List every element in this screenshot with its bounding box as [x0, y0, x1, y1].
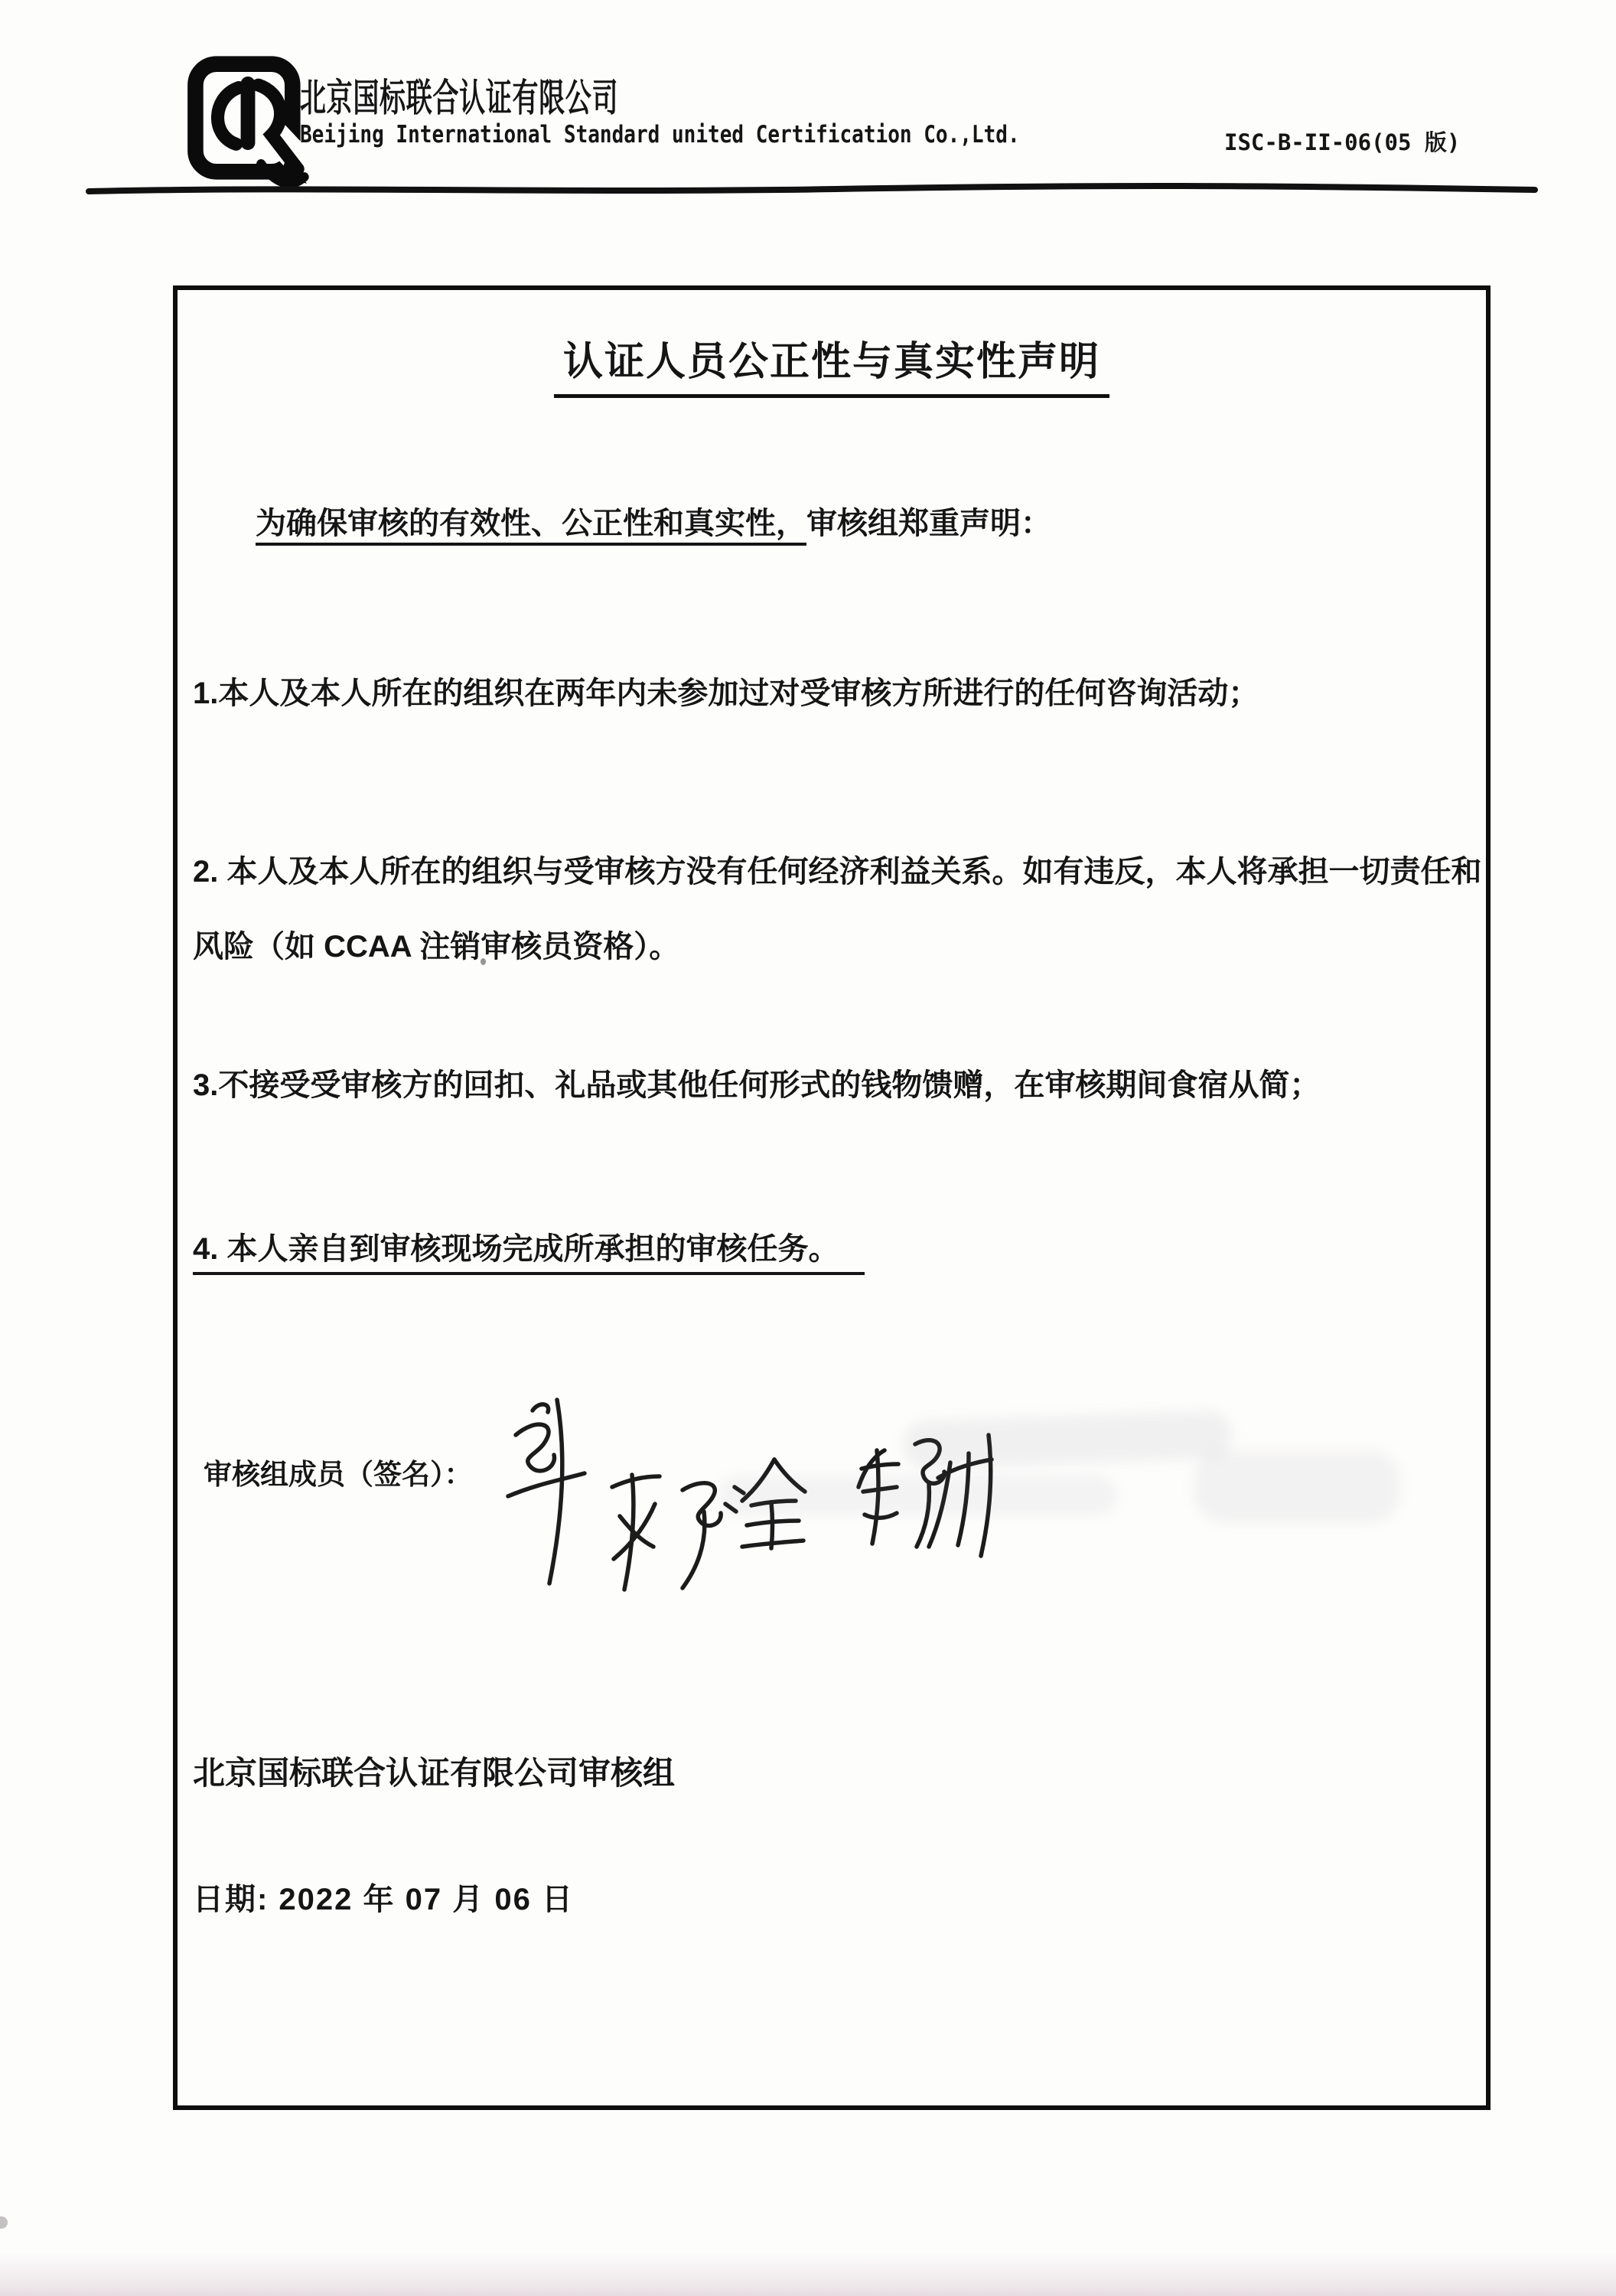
item-2-line-2: 风险（如 CCAA 注销审核员资格）。: [193, 930, 680, 964]
certification-logo-icon: [182, 54, 314, 201]
form-number: ISC-B-II-06(05 版): [1224, 129, 1461, 155]
item-4-underlined-text: 4. 本人亲自到审核现场完成所承担的审核任务。: [193, 1232, 865, 1275]
scan-speck: [481, 958, 486, 965]
signature-label: 审核组成员（签名）：: [204, 1459, 473, 1490]
declaration-item-3: 3.不接受受审核方的回扣、礼品或其他任何形式的钱物馈赠，在审核期间食宿从简；: [193, 1068, 1321, 1102]
declaration-item-1: 1.本人及本人所在的组织在两年内未参加过对受审核方所进行的任何咨询活动；: [193, 677, 1259, 710]
date-line: 日期: 2022 年 07 月 06 日: [193, 1883, 574, 1916]
declaration-border-frame: [173, 285, 1491, 2110]
scan-bleedthrough-smudge: [1194, 1450, 1400, 1523]
declaration-item-4: [193, 1225, 865, 1268]
declaration-title-row: [173, 329, 1491, 398]
intro-rest-text: 审核组郑重声明：: [806, 507, 1051, 540]
scan-bottom-noise: [0, 2253, 1616, 2296]
intro-underlined-text: 为确保审核的有效性、公正性和真实性，: [256, 507, 806, 546]
declaration-intro: [256, 499, 1051, 543]
scan-edge-mark: [0, 2216, 8, 2229]
company-name-en: Beijing International Standard united Certification Co.,Ltd.: [300, 121, 1020, 148]
item-2-line-1: 2. 本人及本人所在的组织与受审核方没有任何经济利益关系。如有违反，本人将承担一切责任和: [193, 855, 1482, 889]
declaration-title: 认证人员公正性与真实性声明: [554, 329, 1109, 398]
declaration-item-2: [193, 834, 1481, 984]
company-name-cn: 北京国标联合认证有限公司: [300, 77, 619, 119]
scan-bleedthrough-smudge: [719, 1476, 1117, 1515]
audit-team-line: 北京国标联合认证有限公司审核组: [193, 1755, 676, 1791]
header-divider: [86, 182, 1539, 197]
